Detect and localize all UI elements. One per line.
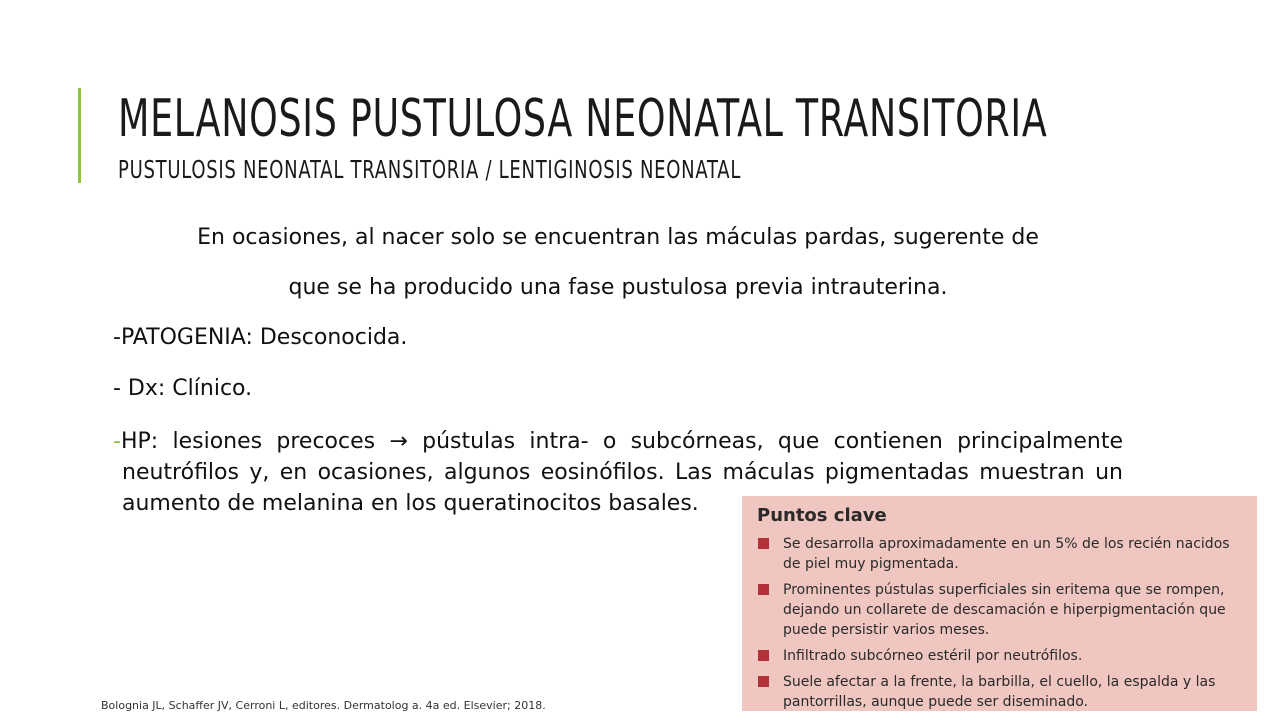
citation: Bolognia JL, Schaffer JV, Cerroni L, editores. Dermatolog a. 4a ed. Elsevier; 2018. — [101, 699, 546, 712]
key-points-list — [757, 534, 1241, 712]
key-point-item — [757, 580, 1241, 640]
key-point-text: Se desarrolla aproximadamente en un 5% de los recién nacidos de piel muy pigmentada. — [783, 536, 1230, 572]
hp-dash: - — [113, 429, 121, 454]
key-points-box — [742, 496, 1257, 711]
key-point-text: Infiltrado subcórneo estéril por neutrófilos. — [783, 648, 1083, 664]
intro-line-1: En ocasiones, al nacer solo se encuentran las máculas pardas, sugerente de — [197, 225, 1039, 250]
square-bullet-icon — [758, 584, 769, 595]
hp-line-2: neutrófilos y, en ocasiones, algunos eosinófilos. Las máculas pigmentadas muestran un — [122, 460, 1123, 485]
slide-title: MELANOSIS PUSTULOSA NEONATAL TRANSITORIA — [118, 89, 1048, 149]
key-point-item — [757, 672, 1241, 712]
key-point-text: Suele afectar a la frente, la barbilla, el cuello, la espalda y las pantorrillas, aunque puede ser diseminado. — [783, 674, 1216, 710]
title-accent-bar — [78, 88, 81, 183]
key-point-item — [757, 534, 1241, 574]
square-bullet-icon — [758, 538, 769, 549]
key-point-text: Prominentes pústulas superficiales sin eritema que se rompen, dejando un collarete de descamación e hiperpigmentación que puede persistir varios meses. — [783, 582, 1226, 638]
key-point-item — [757, 646, 1241, 666]
square-bullet-icon — [758, 676, 769, 687]
diagnosis-line: - Dx: Clínico. — [113, 376, 253, 401]
hp-line-1 — [113, 426, 1123, 457]
hp-line-3: aumento de melanina en los queratinocitos basales. — [122, 491, 699, 516]
key-points-title: Puntos clave — [757, 505, 887, 526]
square-bullet-icon — [758, 650, 769, 661]
slide-subtitle: PUSTULOSIS NEONATAL TRANSITORIA / LENTIGINOSIS NEONATAL — [118, 155, 742, 184]
patogenia-line: -PATOGENIA: Desconocida. — [113, 325, 408, 350]
intro-line-2: que se ha producido una fase pustulosa previa intrauterina. — [288, 275, 948, 300]
hp-line-1-text: HP: lesiones precoces → pústulas intra- o subcórneas, que contienen principalmente — [120, 429, 1123, 454]
